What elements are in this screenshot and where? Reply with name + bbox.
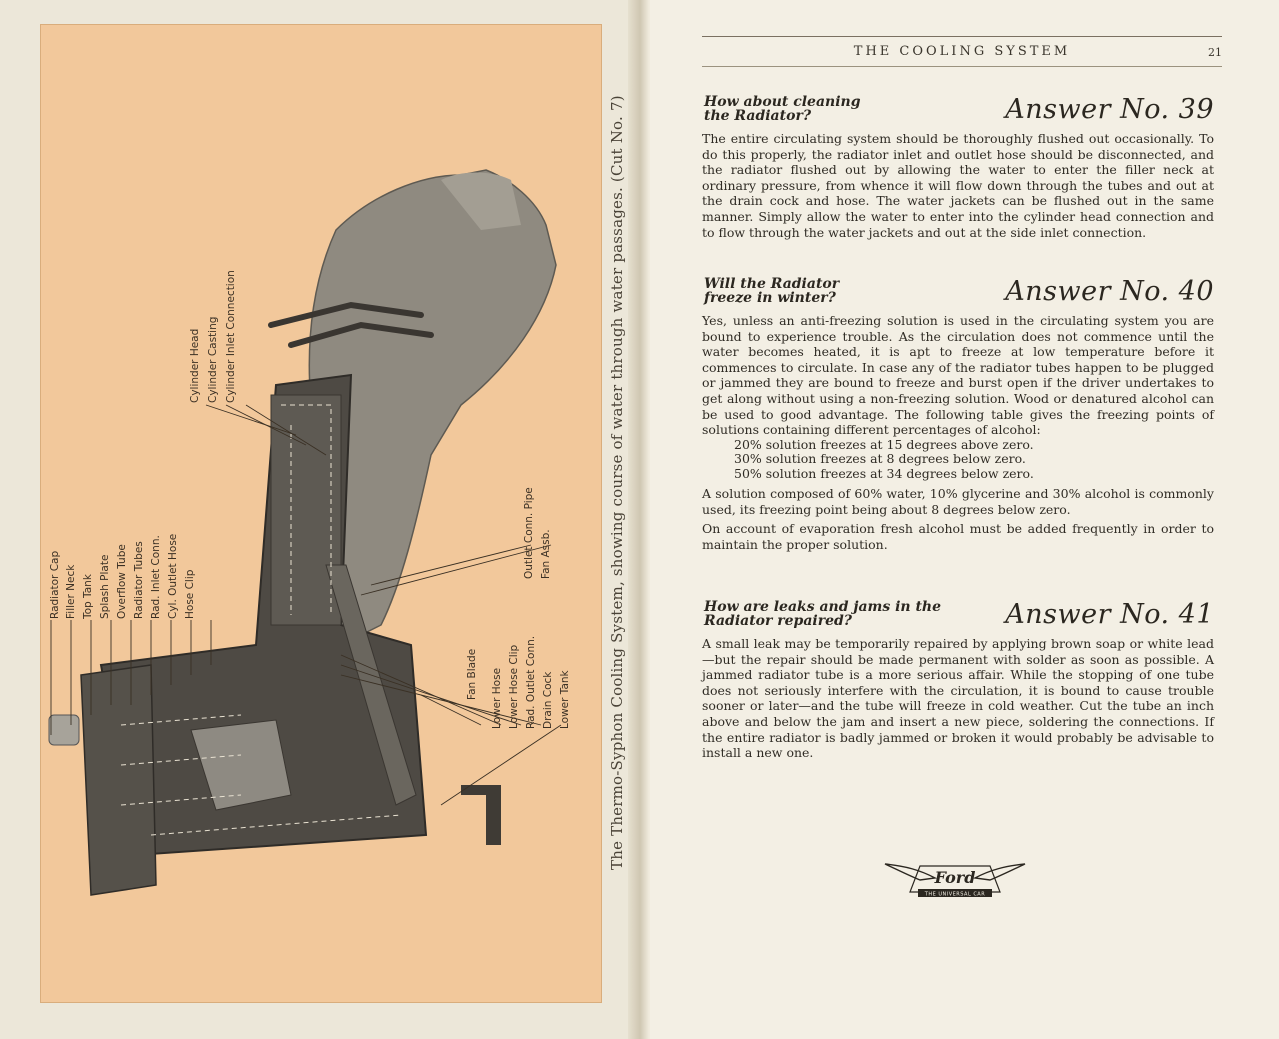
drain-cock [461, 785, 501, 845]
answer-41-paragraph: A small leak may be temporarily repaired by applying brown soap or white lead—but the repair should be made permanent with solder as soon as possible. A jammed radiator tube is a more serious affair. While the stopping of one tube does not seriously interfere with the circulation, it is bound to cause trouble sooner or later—and the tube will freeze in cold weather. Cut the tube an inch above and below the jam and insert a new piece, soldering the connections. If the entire radiator is badly jammed or broken it would probably be advisable to install a new one. [702, 636, 1214, 761]
answer-40-glycerine-paragraph: A solution composed of 60% water, 10% glycerine and 30% alcohol is commonly used, its freezing point being about 8 degrees below zero. [702, 486, 1214, 517]
qa-section-39 [702, 95, 1214, 240]
answer-40-paragraph: Yes, unless an anti-freezing solution is used in the circulating system you are bound to experience trouble. As the circulation does not commence until the water becomes heated, it is apt to freeze at low temperature before it commences to circulate. In case any of the radiator tubes happen to be plugged or jammed they are bound to freeze and burst open if the driver undertakes to get along without using a non-freezing solution. Wood or denatured alcohol can be used to good advantage. The following table gives the freezing points of solutions containing different percentages of alcohol: [702, 313, 1214, 438]
answer-40-evaporation-paragraph: On account of evaporation fresh alcohol must be added frequently in order to maintain the proper solution. [702, 521, 1214, 553]
top-rule [702, 36, 1222, 37]
logo-wordmark: Ford [934, 868, 976, 887]
question-39: How about cleaning the Radiator? [704, 94, 861, 124]
qa-section-41 [702, 600, 1214, 761]
label-top-tank: Top Tank [82, 574, 94, 619]
label-fan-blade: Fan Blade [466, 648, 478, 700]
right-page [650, 0, 1279, 1039]
freezing-table-row: 50% solution freezes at 34 degrees below zero. [734, 465, 1034, 481]
label-overflow-tube: Overflow Tube [116, 544, 128, 619]
label-splash-plate: Splash Plate [99, 554, 111, 619]
header-rule [702, 66, 1222, 67]
ford-logo [880, 852, 1030, 902]
radiator-cap [49, 715, 79, 745]
label-radiator-cap: Radiator Cap [49, 550, 61, 619]
question-40: Will the Radiator freeze in winter? [704, 276, 840, 306]
qa-section-40 [702, 277, 1214, 553]
label-cylinder-casting: Cylinder Casting [207, 316, 219, 403]
label-cylinder-head: Cylinder Head [189, 328, 201, 403]
label-outlet-conn-pipe: Outlet Conn. Pipe [523, 487, 535, 579]
label-drain-cock: Drain Cock [542, 671, 554, 729]
logo-tagline: THE UNIVERSAL CAR [924, 891, 986, 898]
running-head: THE COOLING SYSTEM [853, 44, 1071, 59]
page-number: 21 [1208, 46, 1222, 59]
label-rad-outlet-conn: Rad. Outlet Conn. [525, 635, 537, 729]
illustration-plate [40, 24, 602, 1003]
label-fan-assb: Fan Assb. [540, 529, 552, 579]
question-41: How are leaks and jams in the Radiator repaired? [704, 599, 942, 629]
lower-tank [81, 665, 156, 895]
label-radiator-tubes: Radiator Tubes [133, 541, 145, 619]
answer-heading-40: Answer No. 40 [1005, 276, 1214, 307]
freezing-table-row: 20% solution freezes at 15 degrees above zero. [734, 436, 1034, 452]
label-hose-clip: Hose Clip [184, 569, 196, 619]
label-cylinder-inlet-connection: Cylinder Inlet Connection [225, 270, 237, 403]
label-lower-hose: Lower Hose [491, 667, 503, 729]
answer-39-paragraph: The entire circulating system should be thoroughly flushed out occasionally. To do this properly, the radiator inlet and outlet hose should be disconnected, and the radiator flushed out by allowing the water to enter the filler neck at ordinary pressure, from whence it will flow down through the tubes and out at the drain cock and hose. The water jackets can be flushed out in the same manner. Simply allow the water to enter into the cylinder head connection and to flow through the water jackets and out at the side inlet connection. [702, 131, 1214, 240]
cooling-system-illustration [41, 25, 601, 1002]
answer-heading-39: Answer No. 39 [1005, 94, 1214, 125]
label-filler-neck: Filler Neck [65, 564, 77, 619]
label-lower-tank: Lower Tank [559, 670, 571, 729]
label-rad-inlet-conn: Rad. Inlet Conn. [150, 535, 162, 619]
freezing-table-row: 30% solution freezes at 8 degrees below zero. [734, 451, 1026, 467]
figure-caption: The Thermo-Syphon Cooling System, showing course of water through water passages. (Cut No. 7) [608, 95, 626, 870]
answer-heading-41: Answer No. 41 [1005, 599, 1214, 630]
label-lower-hose-clip: Lower Hose Clip [508, 644, 520, 729]
label-cyl-outlet-hose: Cyl. Outlet Hose [167, 533, 179, 619]
